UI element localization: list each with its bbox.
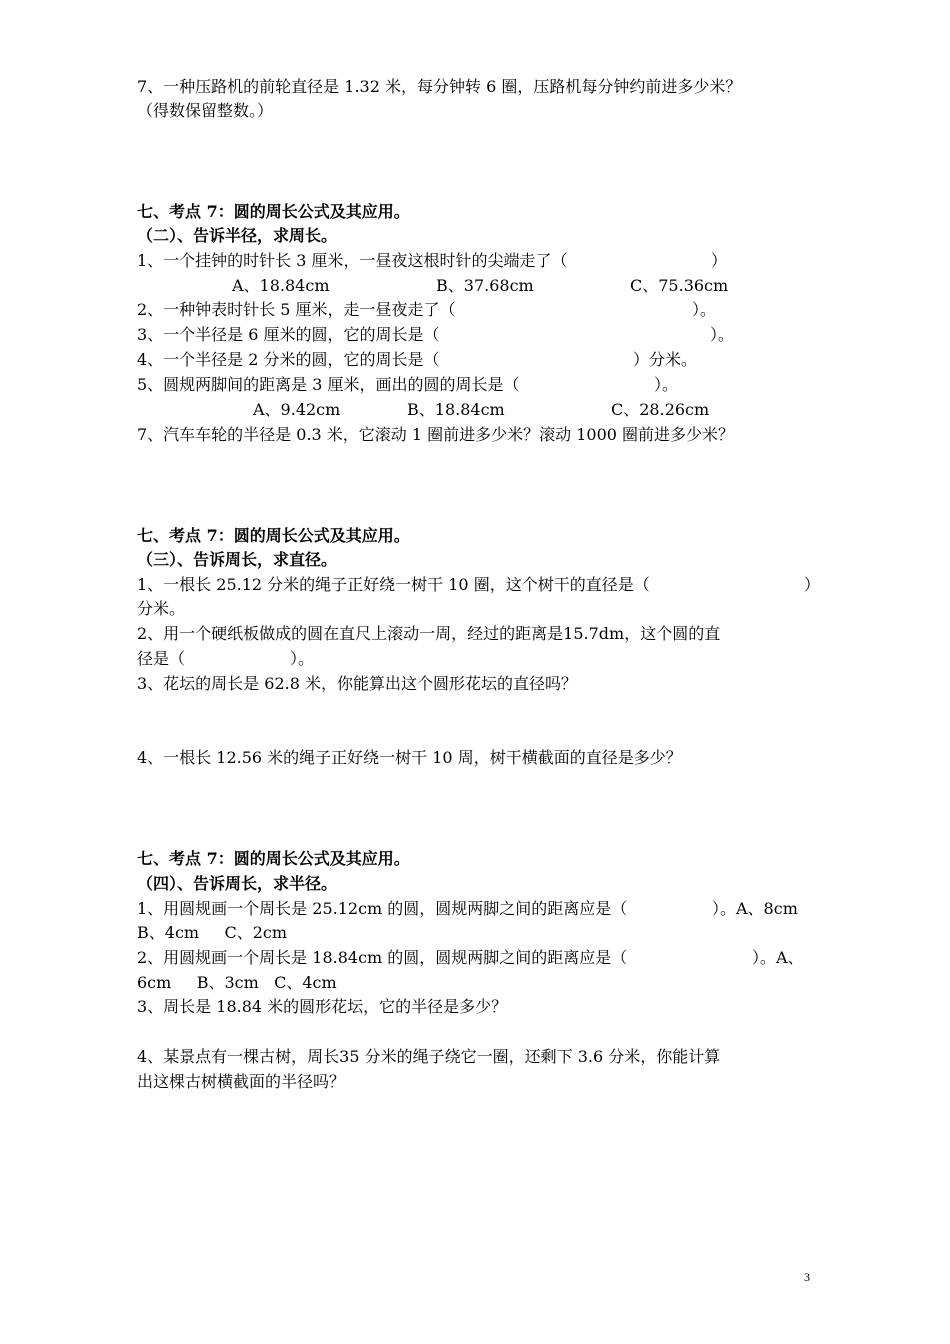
question-text: B、4cm C、2cm [137,923,288,942]
option-c: C、75.36cm [630,276,729,295]
question-text: 径是（ [137,649,186,668]
option-c: C、28.26cm [611,400,710,419]
question-text: 7、汽车车轮的半径是 0.3 米，它滚动 1 圈前进多少米？滚动 1000 圈前进多少米？ [137,425,735,444]
subsection-heading: （四）、告诉周长，求半径。 [137,874,338,893]
question-text: 7、一种压路机的前轮直径是 1.32 米，每分钟转 6 圈，压路机每分钟约前进多少米？ [137,77,742,96]
question-text: 2、用圆规画一个周长是 18.84cm 的圆，圆规两脚之间的距离应是（ [137,948,628,967]
blank-close: ）。 [290,649,315,668]
section-heading: 七、考点 7：圆的周长公式及其应用。 [137,849,410,868]
question-text: 4、一根长 12.56 米的绳子正好绕一树干 10 周，树干横截面的直径是多少？ [137,748,682,767]
subsection-heading: （二）、告诉半径，求周长。 [137,226,338,245]
option-b: B、18.84cm [407,400,505,419]
page-number: 3 [804,1270,810,1284]
option-a: A、18.84cm [232,276,330,295]
question-text: 出这棵古树横截面的半径吗？ [137,1072,346,1091]
question-text: 1、一个挂钟的时针长 3 厘米，一昼夜这根时针的尖端走了（ [137,251,568,270]
blank-close: ） [711,251,728,270]
subsection-heading: （三）、告诉周长，求直径。 [137,550,338,569]
blank-close: ） [804,575,821,594]
question-text: 5、圆规两脚间的距离是 3 厘米，画出的圆的周长是（ [137,375,520,394]
question-text: 2、用一个硬纸板做成的圆在直尺上滚动一周，经过的距离是15.7dm，这个圆的直 [137,624,721,643]
question-text: 4、一个半径是 2 分米的圆，它的周长是（ [137,350,440,369]
question-text: 1、一根长 25.12 分米的绳子正好绕一树干 10 圈，这个树干的直径是（ [137,575,650,594]
question-text: （得数保留整数。） [137,101,274,120]
question-text: 2、一种钟表时针长 5 厘米，走一昼夜走了（ [137,300,456,319]
section-heading: 七、考点 7：圆的周长公式及其应用。 [137,202,410,221]
blank-close: ）。 [692,300,717,319]
option-b: B、37.68cm [436,276,534,295]
blank-close: ）分米。 [633,350,698,369]
blank-close: ）。A、8cm [712,899,798,918]
question-text: 分米。 [137,599,186,618]
question-text: 3、一个半径是 6 厘米的圆，它的周长是（ [137,325,440,344]
option-a: A、9.42cm [253,400,341,419]
blank-close: ）。 [710,325,735,344]
question-text: 6cm B、3cm C、4cm [137,973,337,992]
blank-close: ）。 [654,375,679,394]
question-text: 4、某景点有一棵古树，周长35 分米的绳子绕它一圈，还剩下 3.6 分米，你能计算 [137,1047,721,1066]
section-heading: 七、考点 7：圆的周长公式及其应用。 [137,526,410,545]
question-text: 1、用圆规画一个周长是 25.12cm 的圆，圆规两脚之间的距离应是（ [137,899,628,918]
question-text: 3、花坛的周长是 62.8 米，你能算出这个圆形花坛的直径吗？ [137,674,577,693]
question-text: 3、周长是 18.84 米的圆形花坛，它的半径是多少？ [137,997,508,1016]
blank-close: ）。A、 [752,948,804,967]
